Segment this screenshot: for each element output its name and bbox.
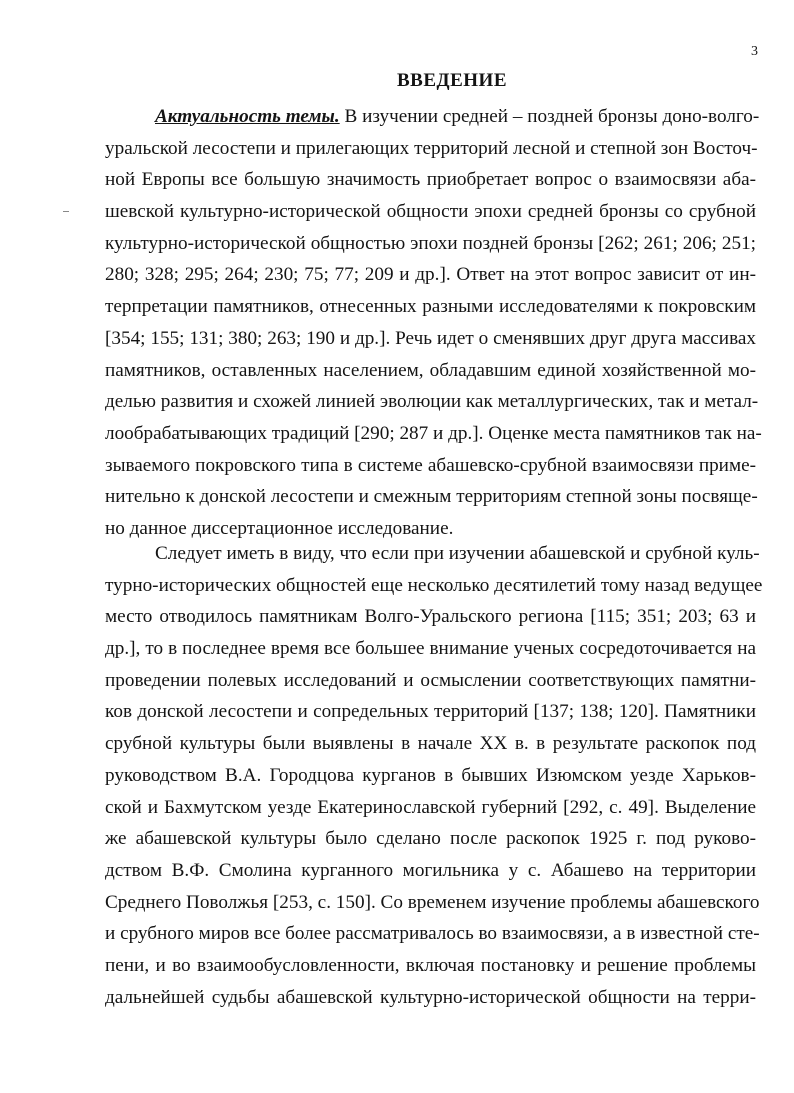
paragraph-line: уральской лесостепи и прилегающих территорий лесной и степной зон Восточ- <box>105 137 758 159</box>
paragraph-line: срубной культуры были выявлены в начале XX в. в результате раскопок под <box>105 733 756 755</box>
paragraph-line: место отводилось памятникам Волго-Уральского региона [115; 351; 203; 63 и <box>105 606 756 628</box>
paragraph-line: но данное диссертационное исследование. <box>105 517 454 539</box>
paragraph-line: нительно к донской лесостепи и смежным территориям степной зоны посвяще- <box>105 486 758 508</box>
paragraph-line: и срубного миров все более рассматривалось во взаимосвязи, а в известной сте- <box>105 923 760 945</box>
paragraph-history <box>105 538 763 1013</box>
paragraph-line: Актуальность темы. В изучении средней – поздней бронзы доно-волго- <box>155 106 760 127</box>
paragraph-line: [354; 155; 131; 380; 263; 190 и др.]. Речь идет о сменявших друг друга массивах <box>105 327 756 349</box>
paragraph-line: 280; 328; 295; 264; 230; 75; 77; 209 и др.]. Ответ на этот вопрос зависит от ин- <box>105 264 756 286</box>
paragraph-line: руководством В.А. Городцова курганов в бывших Изюмском уезде Харьков- <box>105 764 756 786</box>
paragraph-line: шевской культурно-исторической общности эпохи средней бронзы со срубной <box>105 201 756 223</box>
paragraph-line: Следует иметь в виду, что если при изучении абашевской и срубной куль- <box>155 543 760 564</box>
paragraph-line: пени, и во взаимообусловленности, включая постановку и решение проблемы <box>105 954 756 976</box>
paragraph-line: ной Европы все большую значимость приобретает вопрос о взаимосвязи аба- <box>105 169 756 191</box>
paragraph-line: дством В.Ф. Смолина курганного могильника у с. Абашево на территории <box>105 859 756 881</box>
margin-mark <box>63 211 69 212</box>
paragraph-relevance <box>105 101 762 545</box>
section-term: Актуальность темы. <box>155 106 340 127</box>
paragraph-line: ков донской лесостепи и сопредельных территорий [137; 138; 120]. Памятники <box>105 701 756 723</box>
page-number: 3 <box>751 44 758 59</box>
paragraph-line: зываемого покровского типа в системе абашевско-срубной взаимосвязи приме- <box>105 454 756 476</box>
paragraph-line: др.], то в последнее время все большее внимание ученых сосредоточивается на <box>105 638 756 660</box>
paragraph-line: ской и Бахмутском уезде Екатеринославской губерний [292, с. 49]. Выделение <box>105 796 756 818</box>
paragraph-line: же абашевской культуры было сделано после раскопок 1925 г. под руково- <box>105 828 756 850</box>
paragraph-line: турно-исторических общностей еще несколько десятилетий тому назад ведущее <box>105 574 763 596</box>
paragraph-line: делью развития и схожей линией эволюции как металлургических, так и метал- <box>105 391 759 413</box>
paragraph-line: терпретации памятников, отнесенных разными исследователями к покровским <box>105 296 756 318</box>
section-heading: ВВЕДЕНИЕ <box>397 70 507 91</box>
paragraph-line: дальнейшей судьбы абашевской культурно-исторической общности на терри- <box>105 986 756 1008</box>
paragraph-line: проведении полевых исследований и осмыслении соответствующих памятни- <box>105 669 756 691</box>
paragraph-line: культурно-исторической общностью эпохи поздней бронзы [262; 261; 206; 251; <box>105 232 756 254</box>
paragraph-line: памятников, оставленных населением, обладавшим единой хозяйственной мо- <box>105 359 756 381</box>
paragraph-line: лообрабатывающих традиций [290; 287 и др.]. Оценке места памятников так на- <box>105 422 762 444</box>
paragraph-line: Среднего Поволжья [253, с. 150]. Со временем изучение проблемы абашевского <box>105 891 760 913</box>
